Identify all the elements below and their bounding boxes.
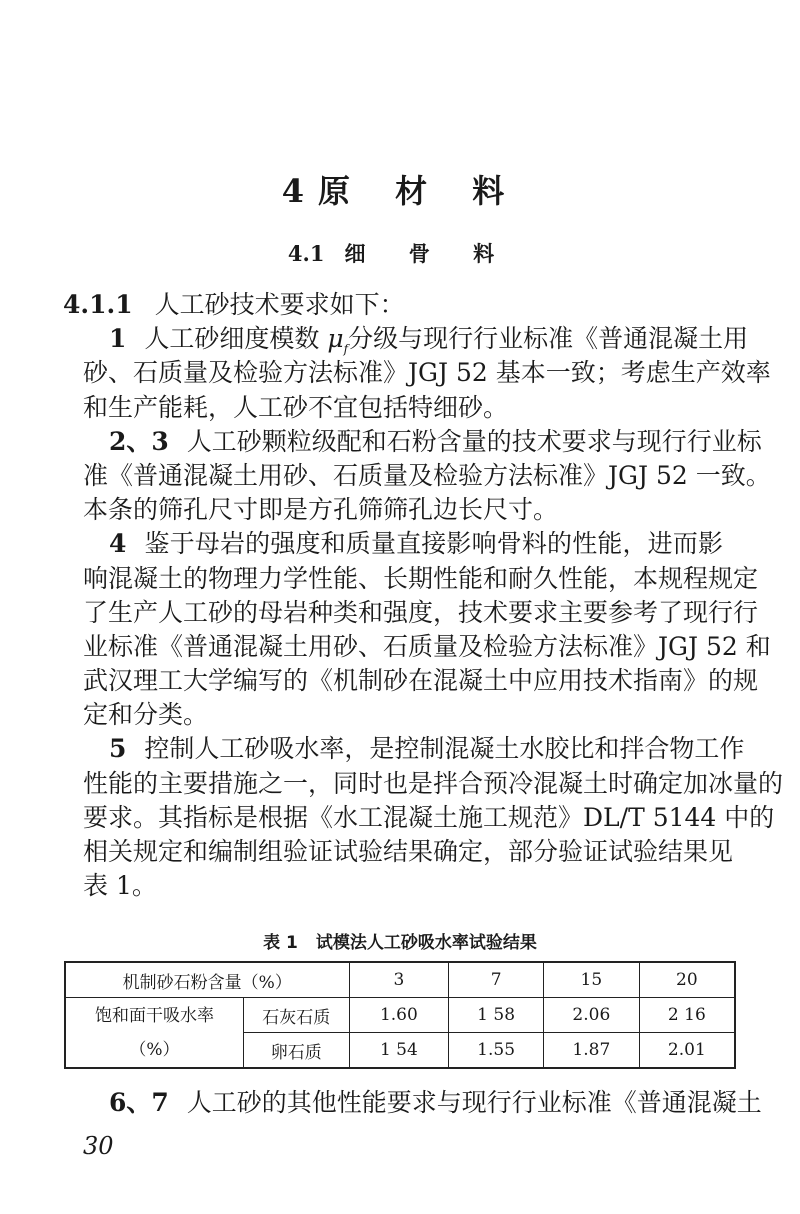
- table-cell: 20: [639, 962, 735, 998]
- table-cell: 机制砂石粉含量（%）: [65, 962, 349, 998]
- text-line: 人工砂细度模数: [144, 324, 320, 354]
- table-cell: 石灰石质: [243, 998, 349, 1033]
- table-row: [65, 998, 735, 1033]
- text-line: [83, 732, 745, 766]
- text-line: [83, 1086, 762, 1120]
- text-line: 控制人工砂吸水率，是控制混凝土水胶比和拌合物工作: [144, 734, 745, 764]
- table-cell: 1.87: [543, 1033, 639, 1069]
- text-line: 人工砂技术要求如下：: [154, 290, 405, 319]
- text-line: 分级与现行行业标准《普通混凝土用: [348, 324, 749, 354]
- text-line: 6、7: [109, 1088, 169, 1117]
- text-line: 试模法人工砂吸水率试验结果: [315, 933, 537, 953]
- text-line: 本条的筛孔尺寸即是方孔筛筛孔边长尺寸。: [83, 495, 559, 525]
- text-line: 4: [281, 172, 318, 210]
- chapter-title: [0, 166, 800, 212]
- body-text: [63, 288, 784, 903]
- text-line: 4.1.1: [63, 290, 133, 319]
- text-line: 业标准《普通混凝土用砂、石质量及检验方法标准》JGJ 52 和: [83, 631, 771, 661]
- row-group-label: [65, 998, 243, 1069]
- table-cell: 7: [449, 962, 544, 998]
- text-line: [83, 425, 762, 459]
- table-cell: 2.06: [543, 998, 639, 1033]
- clause-4-1-1: [63, 288, 723, 322]
- text-line: 2、3: [109, 426, 169, 456]
- text-line: 要求。其指标是根据《水工混凝土施工规范》DL/T 5144 中的: [83, 802, 775, 832]
- text-line: （%）: [129, 1039, 180, 1060]
- table-cell: 卵石质: [243, 1033, 349, 1069]
- text-line: μ: [327, 324, 344, 354]
- text-line: 定和分类。: [83, 700, 209, 730]
- text-line: 准《普通混凝土用砂、石质量及检验方法标准》JGJ 52 一致。: [83, 460, 771, 490]
- page-number: 30: [83, 1132, 114, 1160]
- text-line: 1: [109, 324, 127, 354]
- text-line: 饱和面干吸水率: [94, 1005, 214, 1026]
- text-line: [327, 324, 349, 357]
- text-line: 鉴于母岩的强度和质量直接影响骨料的性能，进而影: [144, 529, 723, 559]
- text-line: 5: [109, 734, 127, 764]
- text-line: 表 1。: [83, 871, 157, 901]
- text-line: 武汉理工大学编写的《机制砂在混凝土中应用技术指南》的规: [83, 666, 759, 696]
- text-line: 原 材 料: [317, 172, 519, 210]
- text-line: [83, 322, 749, 357]
- table-cell: 1.55: [449, 1033, 544, 1069]
- text-line: 表 1: [263, 933, 298, 953]
- text-line: f: [343, 342, 349, 357]
- text-line: 人工砂颗粒级配和石粉含量的技术要求与现行行业标: [186, 426, 762, 456]
- table-cell: 2 16: [639, 998, 735, 1033]
- text-line: 和生产能耗，人工砂不宜包括特细砂。: [83, 392, 509, 422]
- text-line: 砂、石质量及检验方法标准》JGJ 52 基本一致；考虑生产效率: [83, 358, 771, 388]
- section-title: [0, 238, 800, 268]
- text-line: 了生产人工砂的母岩种类和强度，技术要求主要参考了现行行: [83, 597, 759, 627]
- text-line: 4.1: [287, 241, 325, 266]
- table-cell: 1 58: [449, 998, 544, 1033]
- text-line: 4: [109, 529, 127, 559]
- body-text-continued: [83, 1086, 762, 1120]
- table-cell: 1.60: [349, 998, 449, 1033]
- table-cell: 1 54: [349, 1033, 449, 1069]
- text-line: 人工砂的其他性能要求与现行行业标准《普通混凝土: [186, 1088, 762, 1117]
- table-cell: 15: [543, 962, 639, 998]
- text-line: 相关规定和编制组验证试验结果确定，部分验证试验结果见: [83, 837, 734, 866]
- text-line: 性能的主要措施之一，同时也是拌合预冷混凝土时确定加冰量的: [83, 768, 784, 798]
- text-line: [65, 962, 735, 1068]
- absorption-table: [64, 961, 736, 1069]
- text-line: 细 骨 料: [344, 241, 513, 266]
- text-line: 响混凝土的物理力学性能、长期性能和耐久性能，本规程规定: [83, 563, 759, 593]
- table-cell: 2.01: [639, 1033, 735, 1069]
- text-line: [83, 527, 723, 561]
- table-header-row: [65, 962, 735, 998]
- table-caption: [0, 928, 800, 953]
- table-cell: 3: [349, 962, 449, 998]
